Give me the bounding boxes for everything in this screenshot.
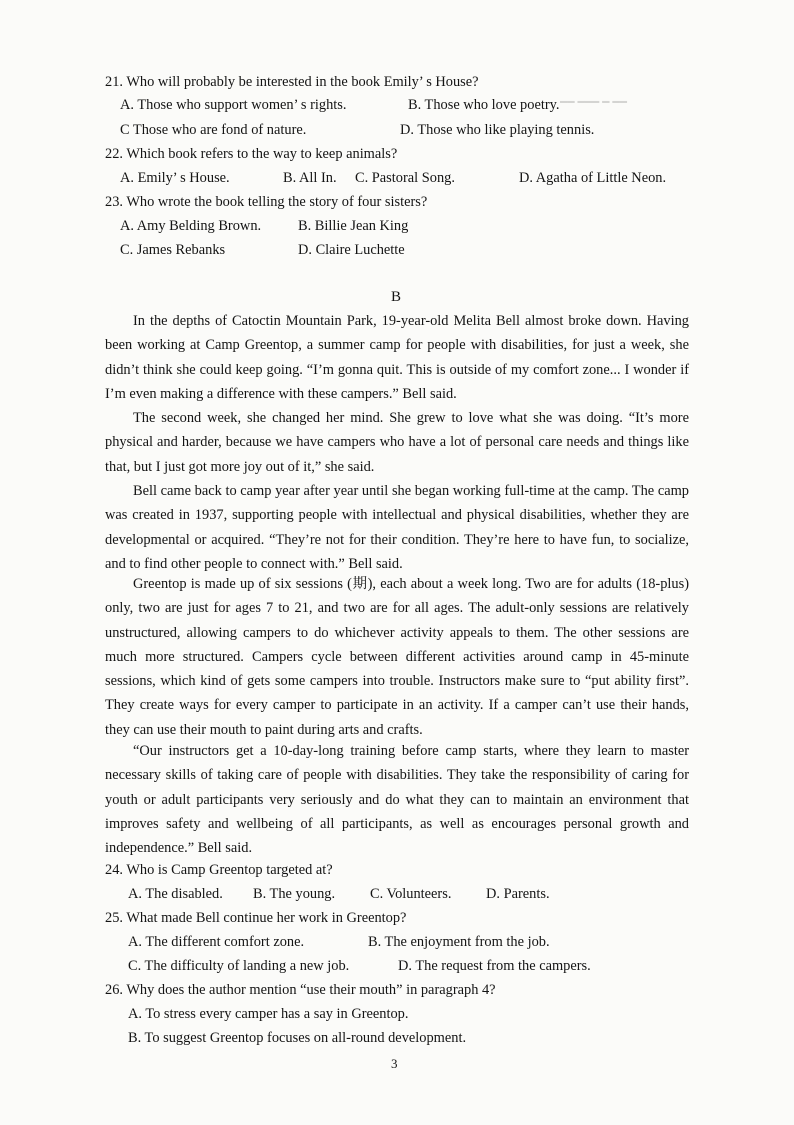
q22-stem: 22. Which book refers to the way to keep animals? [105,146,398,162]
q25-option-c: C. The difficulty of landing a new job. [128,958,350,974]
q21-stem: 21. Who will probably be interested in the book Emily’ s House? [105,74,479,90]
q26-option-b: B. To suggest Greentop focuses on all-round development. [128,1030,467,1046]
q25-option-a: A. The different comfort zone. [128,934,305,950]
q25-option-b: B. The enjoyment from the job. [368,934,550,950]
q21-option-d: D. Those who like playing tennis. [400,122,595,138]
q24-option-b: B. The young. [253,886,336,902]
passage-paragraph-1: In the depths of Catoctin Mountain Park, 19-year-old Melita Bell almost broke down. Having been working at Camp Greentop, a summer camp for people with disabilities, for just a week, she didn’t think she could keep going. “I’m gonna quit. This is outside of my comfort zone... I wonder if I’m even making a difference with these campers.” Bell said. [105,313,689,402]
q25-option-d: D. The request from the campers. [398,958,591,974]
q22-option-c: C. Pastoral Song. [355,170,455,186]
passage-paragraph-2: The second week, she changed her mind. She grew to love what she was doing. “It’s more physical and harder, because we have campers who have a lot of personal care needs and things like that, but I just got more joy out of it,” she said. [105,410,689,475]
q26-option-a: A. To stress every camper has a say in Greentop. [128,1006,409,1022]
q23-option-b: B. Billie Jean King [298,218,409,234]
passage-paragraph-5: “Our instructors get a 10-day-long training before camp starts, where they learn to master necessary skills of taking care of people with disabilities. They take the responsibility of caring for youth or adult participants very seriously and do what they can to maintain an environment that improves safety and wellbeing of all participants, as well as encourages personal growth and independence.” Bell said. [105,743,689,857]
q21-option-b: B. Those who love poetry. [408,97,560,113]
q22-option-a: A. Emily’ s House. [120,170,230,186]
q23-option-a: A. Amy Belding Brown. [120,218,262,234]
q21-option-c: C Those who are fond of nature. [120,122,307,138]
q24-option-c: C. Volunteers. [370,886,452,902]
passage-paragraph-3: Bell came back to camp year after year until she began working full-time at the camp. The camp was created in 1937, supporting people with intellectual and physical disabilities, whether they are developmental or acquired. “They’re not for their condition. They’re here to have fun, to socialize, and to find other people to connect with.” Bell said. [105,483,689,572]
q23-option-d: D. Claire Luchette [298,242,405,258]
q26-stem: 26. Why does the author mention “use their mouth” in paragraph 4? [105,982,496,998]
q23-option-c: C. James Rebanks [120,242,226,258]
q24-option-a: A. The disabled. [128,886,223,902]
passage-paragraph-4: Greentop is made up of six sessions (期), each about a week long. Two are for adults (18-plus) only, two are just for ages 7 to 21, and two are for all ages. The adult-only sessions are relatively unstructured, allowing campers to do whichever activity appeals to them. The other sessions are much more structured. Campers cycle between different activities around camp in 45-minute sessions, which kind of gets some campers into trouble. Instructors make sure to “put ability first”. They create ways for every camper to participate in an activity. If a camper can’t use their hands, they can use their mouth to paint during arts and crafts. [105,576,689,738]
q25-stem: 25. What made Bell continue her work in Greentop? [105,910,407,926]
q21-option-a: A. Those who support women’ s rights. [120,97,347,113]
page-number: 3 [391,1056,398,1071]
bleed-through-texture: ━━ ━━━ ━ ━━ [560,95,627,109]
q24-stem: 24. Who is Camp Greentop targeted at? [105,862,333,878]
section-heading: B [391,289,402,305]
q22-option-b: B. All In. [283,170,337,186]
q22-option-d: D. Agatha of Little Neon. [519,170,667,186]
q24-option-d: D. Parents. [486,886,550,902]
q23-stem: 23. Who wrote the book telling the story of four sisters? [105,194,428,210]
